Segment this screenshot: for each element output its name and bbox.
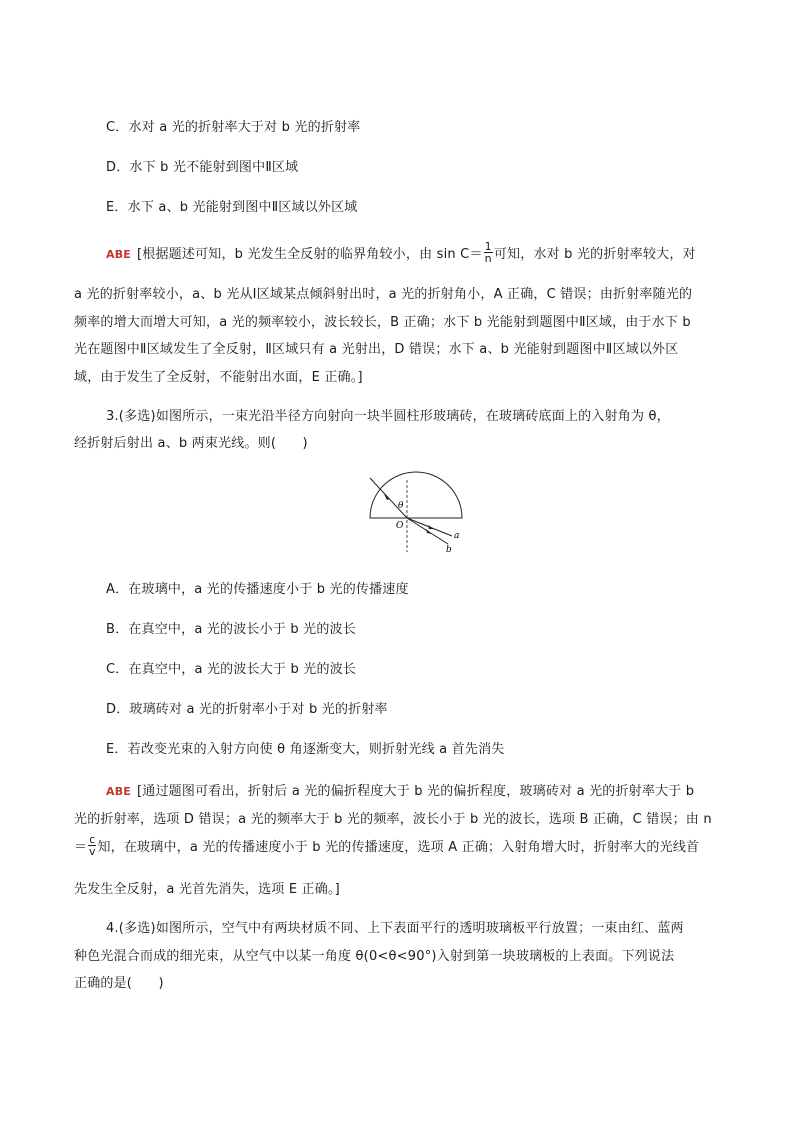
- q3-option-d: D．玻璃砖对 a 光的折射率小于对 b 光的折射率: [106, 702, 388, 717]
- q2-answer-line-3: 频率的增大而增大可知，a 光的频率较小，波长较长，B 正确；水下 b 光能射到题图中Ⅱ区域，由于水下 b: [74, 315, 691, 330]
- arrow-head-incident: [384, 494, 390, 500]
- q3-option-e: E．若改变光束的入射方向使 θ 角逐渐变大，则折射光线 a 首先消失: [106, 742, 505, 757]
- ray-b-label: b: [446, 545, 452, 555]
- arrow-head-a: [428, 525, 434, 529]
- q4-stem-line-2: 种色光混合而成的细光束，从空气中以某一角度 θ(0<θ<90°)入射到第一块玻璃板的上表面。下列说法: [74, 949, 675, 964]
- semicircle-prism-figure: [360, 466, 470, 556]
- answer-text: [根据题述可知，b 光发生全反射的临界角较小，由 sin C＝: [137, 247, 483, 262]
- q3-answer-line-2: 光的折射率，选项 D 错误；a 光的频率大于 b 光的频率，波长小于 b 光的波长，选项 B 正确，C 错误；由 n: [74, 812, 712, 827]
- q2-option-d: D．水下 b 光不能射到图中Ⅱ区域: [106, 160, 299, 175]
- answer-text: 知，在玻璃中，a 光的传播速度小于 b 光的传播速度，选项 A 正确；入射角增大时，折射率大的光线首: [97, 840, 700, 855]
- q4-stem-line-3: 正确的是( ): [74, 976, 164, 991]
- q2-answer-line-2: a 光的折射率较小，a、b 光从Ⅰ区域某点倾斜射出时，a 光的折射角小，A 正确，C 错误；由折射率随光的: [74, 287, 693, 302]
- q2-answer-line-1: [106, 240, 696, 266]
- q4-stem-line-1: 4.(多选)如图所示，空气中有两块材质不同、上下表面平行的透明玻璃板平行放置；一束由红、蓝两: [106, 921, 684, 936]
- answer-label: ABE: [106, 248, 132, 261]
- fraction: $\frac{1}{n}$: [484, 240, 492, 265]
- answer-label: ABE: [106, 785, 132, 798]
- q2-option-c: C．水对 a 光的折射率大于对 b 光的折射率: [106, 120, 361, 135]
- q2-option-e: E．水下 a、b 光能射到图中Ⅱ区域以外区域: [106, 200, 358, 215]
- q3-answer-line-4: 先发生全反射，a 光首先消失，选项 E 正确。]: [74, 882, 340, 897]
- q3-option-b: B．在真空中，a 光的波长小于 b 光的波长: [106, 622, 356, 637]
- answer-text: 可知，水对 b 光的折射率较大，对: [493, 247, 696, 262]
- q2-answer-line-4: 光在题图中Ⅱ区域发生了全反射，Ⅱ区域只有 a 光射出，D 错误；水下 a、b 光能射到题图中Ⅱ区域以外区: [74, 342, 679, 357]
- q3-stem-line-2: 经折射后射出 a、b 两束光线。则( ): [74, 436, 308, 451]
- answer-text: [通过题图可看出，折射后 a 光的偏折程度大于 b 光的偏折程度，玻璃砖对 a 光的折射率大于 b: [137, 784, 695, 799]
- theta-label: θ: [398, 501, 404, 511]
- answer-text: ＝: [74, 840, 88, 855]
- q3-option-c: C．在真空中，a 光的波长大于 b 光的波长: [106, 662, 357, 677]
- q3-answer-line-3: [74, 833, 700, 859]
- origin-label: O: [396, 521, 404, 531]
- q2-answer-line-5: 域，由于发生了全反射，不能射出水面，E 正确。]: [74, 370, 363, 385]
- q3-stem-line-1: 3.(多选)如图所示，一束光沿半径方向射向一块半圆柱形玻璃砖，在玻璃砖底面上的入射角为 θ，: [106, 409, 670, 424]
- q3-option-a: A．在玻璃中，a 光的传播速度小于 b 光的传播速度: [106, 582, 409, 597]
- fraction: $\frac{c}{v}$: [88, 833, 96, 858]
- semicircle-outline: [370, 472, 462, 518]
- ray-a-label: a: [454, 531, 460, 541]
- q3-answer-line-1: [106, 780, 694, 799]
